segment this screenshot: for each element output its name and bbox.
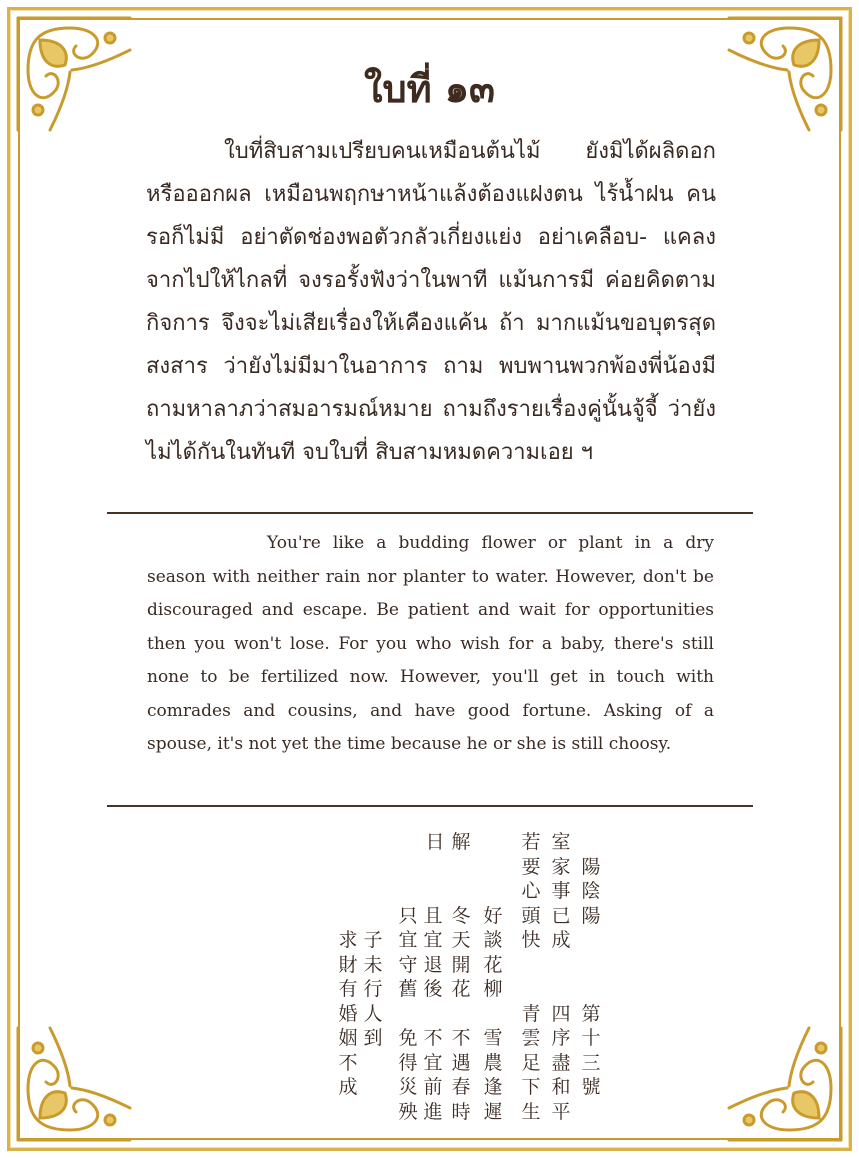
- page-title: ใบที่ ๑๓: [363, 67, 496, 111]
- chinese-column: 青 雲 足 下 生: [521, 1002, 541, 1123]
- thai-fortune-text: ใบที่สิบสามเปรียบคนเหมือนต้นไม้ ยังมิได้ผลิดอก หรือออกผล เหมือนพฤกษาหน้าแล้งต้องแฝงตน ไร้น้ำฝน คนรอก็ไม่มี อย่าตัดช่องพอตัวกลัวเกี่ยงแย่ง อย่าเคลือบ- แคลงจากไปให้ไกลที่ จงรอรั้งฟังว่าในพาที แม้นการมี ค่อยคิดตามกิจการ จึงจะไม่เสียเรื่องให้เคืองแค้น ถ้า มากแม้นขอบุตรสุดสงสาร ว่ายังไม่มีมาในอาการ ถาม พบพานพวกพ้องพี่น้องมี ถามหาลาภว่าสมอารมณ์หมาย ถามถึงรายเรื่องคู่นั้นจู้จี้ ว่ายังไม่ได้กันในทันที จบใบที่ สิบสามหมดความเอย ฯ: [146, 139, 716, 465]
- chinese-column: 且 宜 退 後: [423, 904, 443, 1000]
- chinese-column: 日: [425, 831, 445, 853]
- chinese-column: 解: [451, 831, 471, 853]
- chinese-column: 只 宜 守 舊: [398, 904, 418, 1000]
- chinese-column: 若 要 心 頭 快: [521, 831, 541, 951]
- chinese-column: 不 宜 前 進: [423, 1027, 443, 1123]
- chinese-column: 陽 陰 陽: [581, 855, 601, 927]
- chinese-column: 好 談 花 柳: [483, 904, 503, 1000]
- chinese-column: 子 未 行 人 到: [363, 929, 383, 1049]
- chinese-column: 免 得 災 殃: [398, 1027, 418, 1123]
- chinese-column: 冬 天 開 花: [451, 904, 471, 1000]
- chinese-column: 四 序 盡 和 平: [551, 1002, 571, 1123]
- chinese-column: 室 家 事 已 成: [551, 831, 571, 951]
- chinese-column: 求 財 有 婚 姻 不 成: [338, 929, 358, 1098]
- chinese-column: 不 遇 春 時: [451, 1027, 471, 1123]
- chinese-column: 雪 農 逢 遲: [483, 1027, 503, 1123]
- english-fortune-text: You're like a budding flower or plant in a dry season with neither rain nor planter to water. However, don't be discouraged and escape. Be patient and wait for opportunities then you won't lose. For you who wish for a baby, there's still none to be fertilized now. However, you'll get in touch with comrades and cousins, and have good fortune. Asking of a spouse, it's not yet the time because he or she is still choosy.: [147, 533, 714, 754]
- chinese-column: 第 十 三 號: [581, 1002, 601, 1098]
